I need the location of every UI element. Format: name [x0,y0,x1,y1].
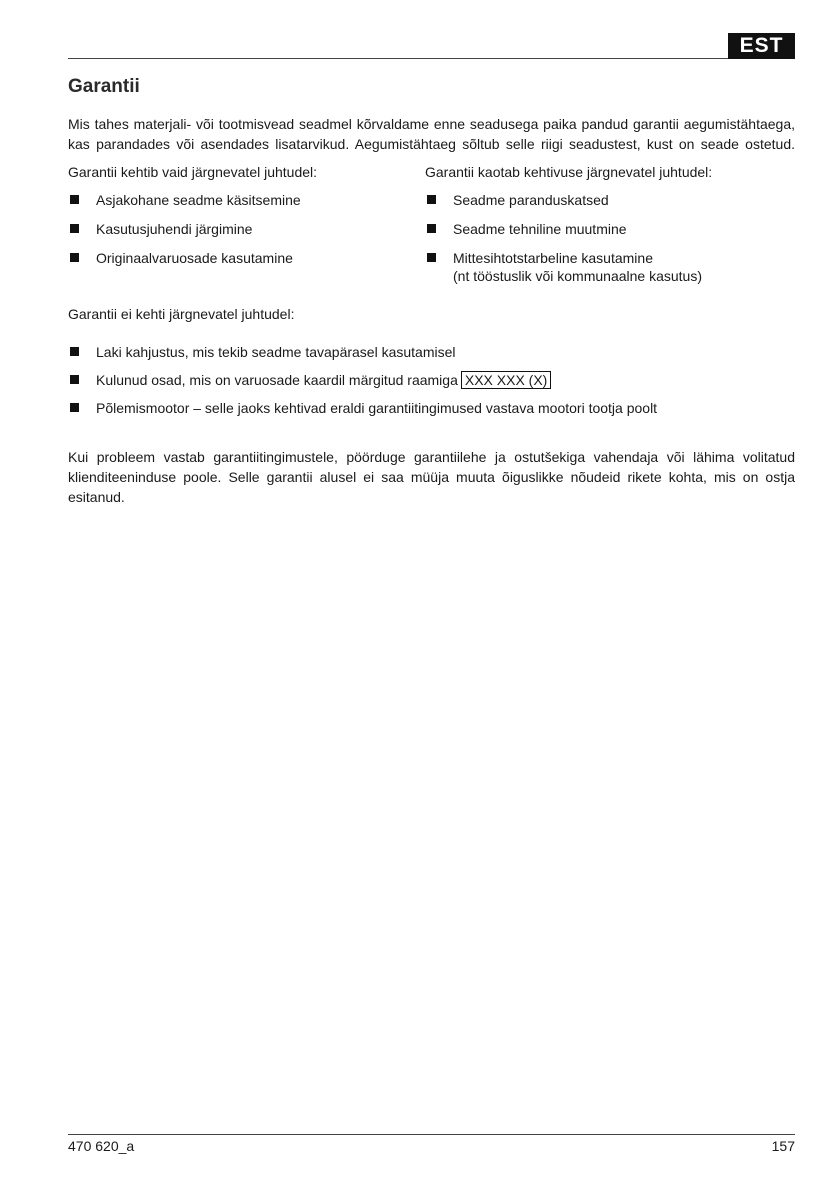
language-badge: EST [728,33,795,59]
list-item: Laki kahjustus, mis tekib seadme tavapärasel kasutamisel [68,343,795,361]
warranty-void-column [425,163,785,296]
list-item: Kulunud osad, mis on varuosade kaardil märgitud raamiga XXX XXX (X) [68,371,795,389]
list-item: Kasutusjuhendi järgimine [68,220,428,238]
header-divider [68,58,728,59]
intro-paragraph: Mis tahes materjali- või tootmisvead seadmel kõrvaldame enne seadusega paika pandud garantii aegumistähtaega, kas parandades või asendades lisatarvikud. Aegumistähtaeg sõltub selle riigi seadustest, kust on seade ostetud. [68,116,795,152]
bullet-square-icon [70,253,79,262]
list-item: Mittesihtotstarbeline kasutamine (nt tööstuslik või kommunaalne kasutus) [425,249,785,285]
list-item: Originaalvaruosade kasutamine [68,249,428,267]
list-item: Asjakohane seadme käsitsemine [68,191,428,209]
bullet-square-icon [70,375,79,384]
list-item: Seadme paranduskatsed [425,191,785,209]
exclusions-list [68,343,795,427]
outro-paragraph: Kui probleem vastab garantiitingimustele, pöörduge garantiilehe ja ostutšekiga vahendaja või lähima volitatud klienditeeninduse poole. Selle garantii alusel ei saa müüja muuta õiguslikke nõudeid rikete kohta, mis on ostja esitanud. [68,449,795,505]
bullet-square-icon [70,224,79,233]
exclusions-heading: Garantii ei kehti järgnevatel juhtudel: [68,306,295,322]
bullet-square-icon [70,403,79,412]
bullet-square-icon [427,195,436,204]
bullet-square-icon [70,195,79,204]
footer-divider [68,1134,795,1135]
bullet-square-icon [427,224,436,233]
bullet-square-icon [427,253,436,262]
warranty-valid-column [68,163,428,278]
document-number: 470 620_a [68,1138,135,1154]
valid-heading: Garantii kehtib vaid järgnevatel juhtudel: [68,164,318,180]
list-item: Põlemismootor – selle jaoks kehtivad eraldi garantiitingimused vastava mootori tootja poolt [68,399,795,417]
part-code-box: XXX XXX (X) [461,371,551,389]
page-number: 157 [771,1138,795,1154]
void-heading: Garantii kaotab kehtivuse järgnevatel juhtudel: [425,164,713,180]
list-item: Seadme tehniline muutmine [425,220,785,238]
section-title: Garantii [68,76,140,97]
bullet-square-icon [70,347,79,356]
